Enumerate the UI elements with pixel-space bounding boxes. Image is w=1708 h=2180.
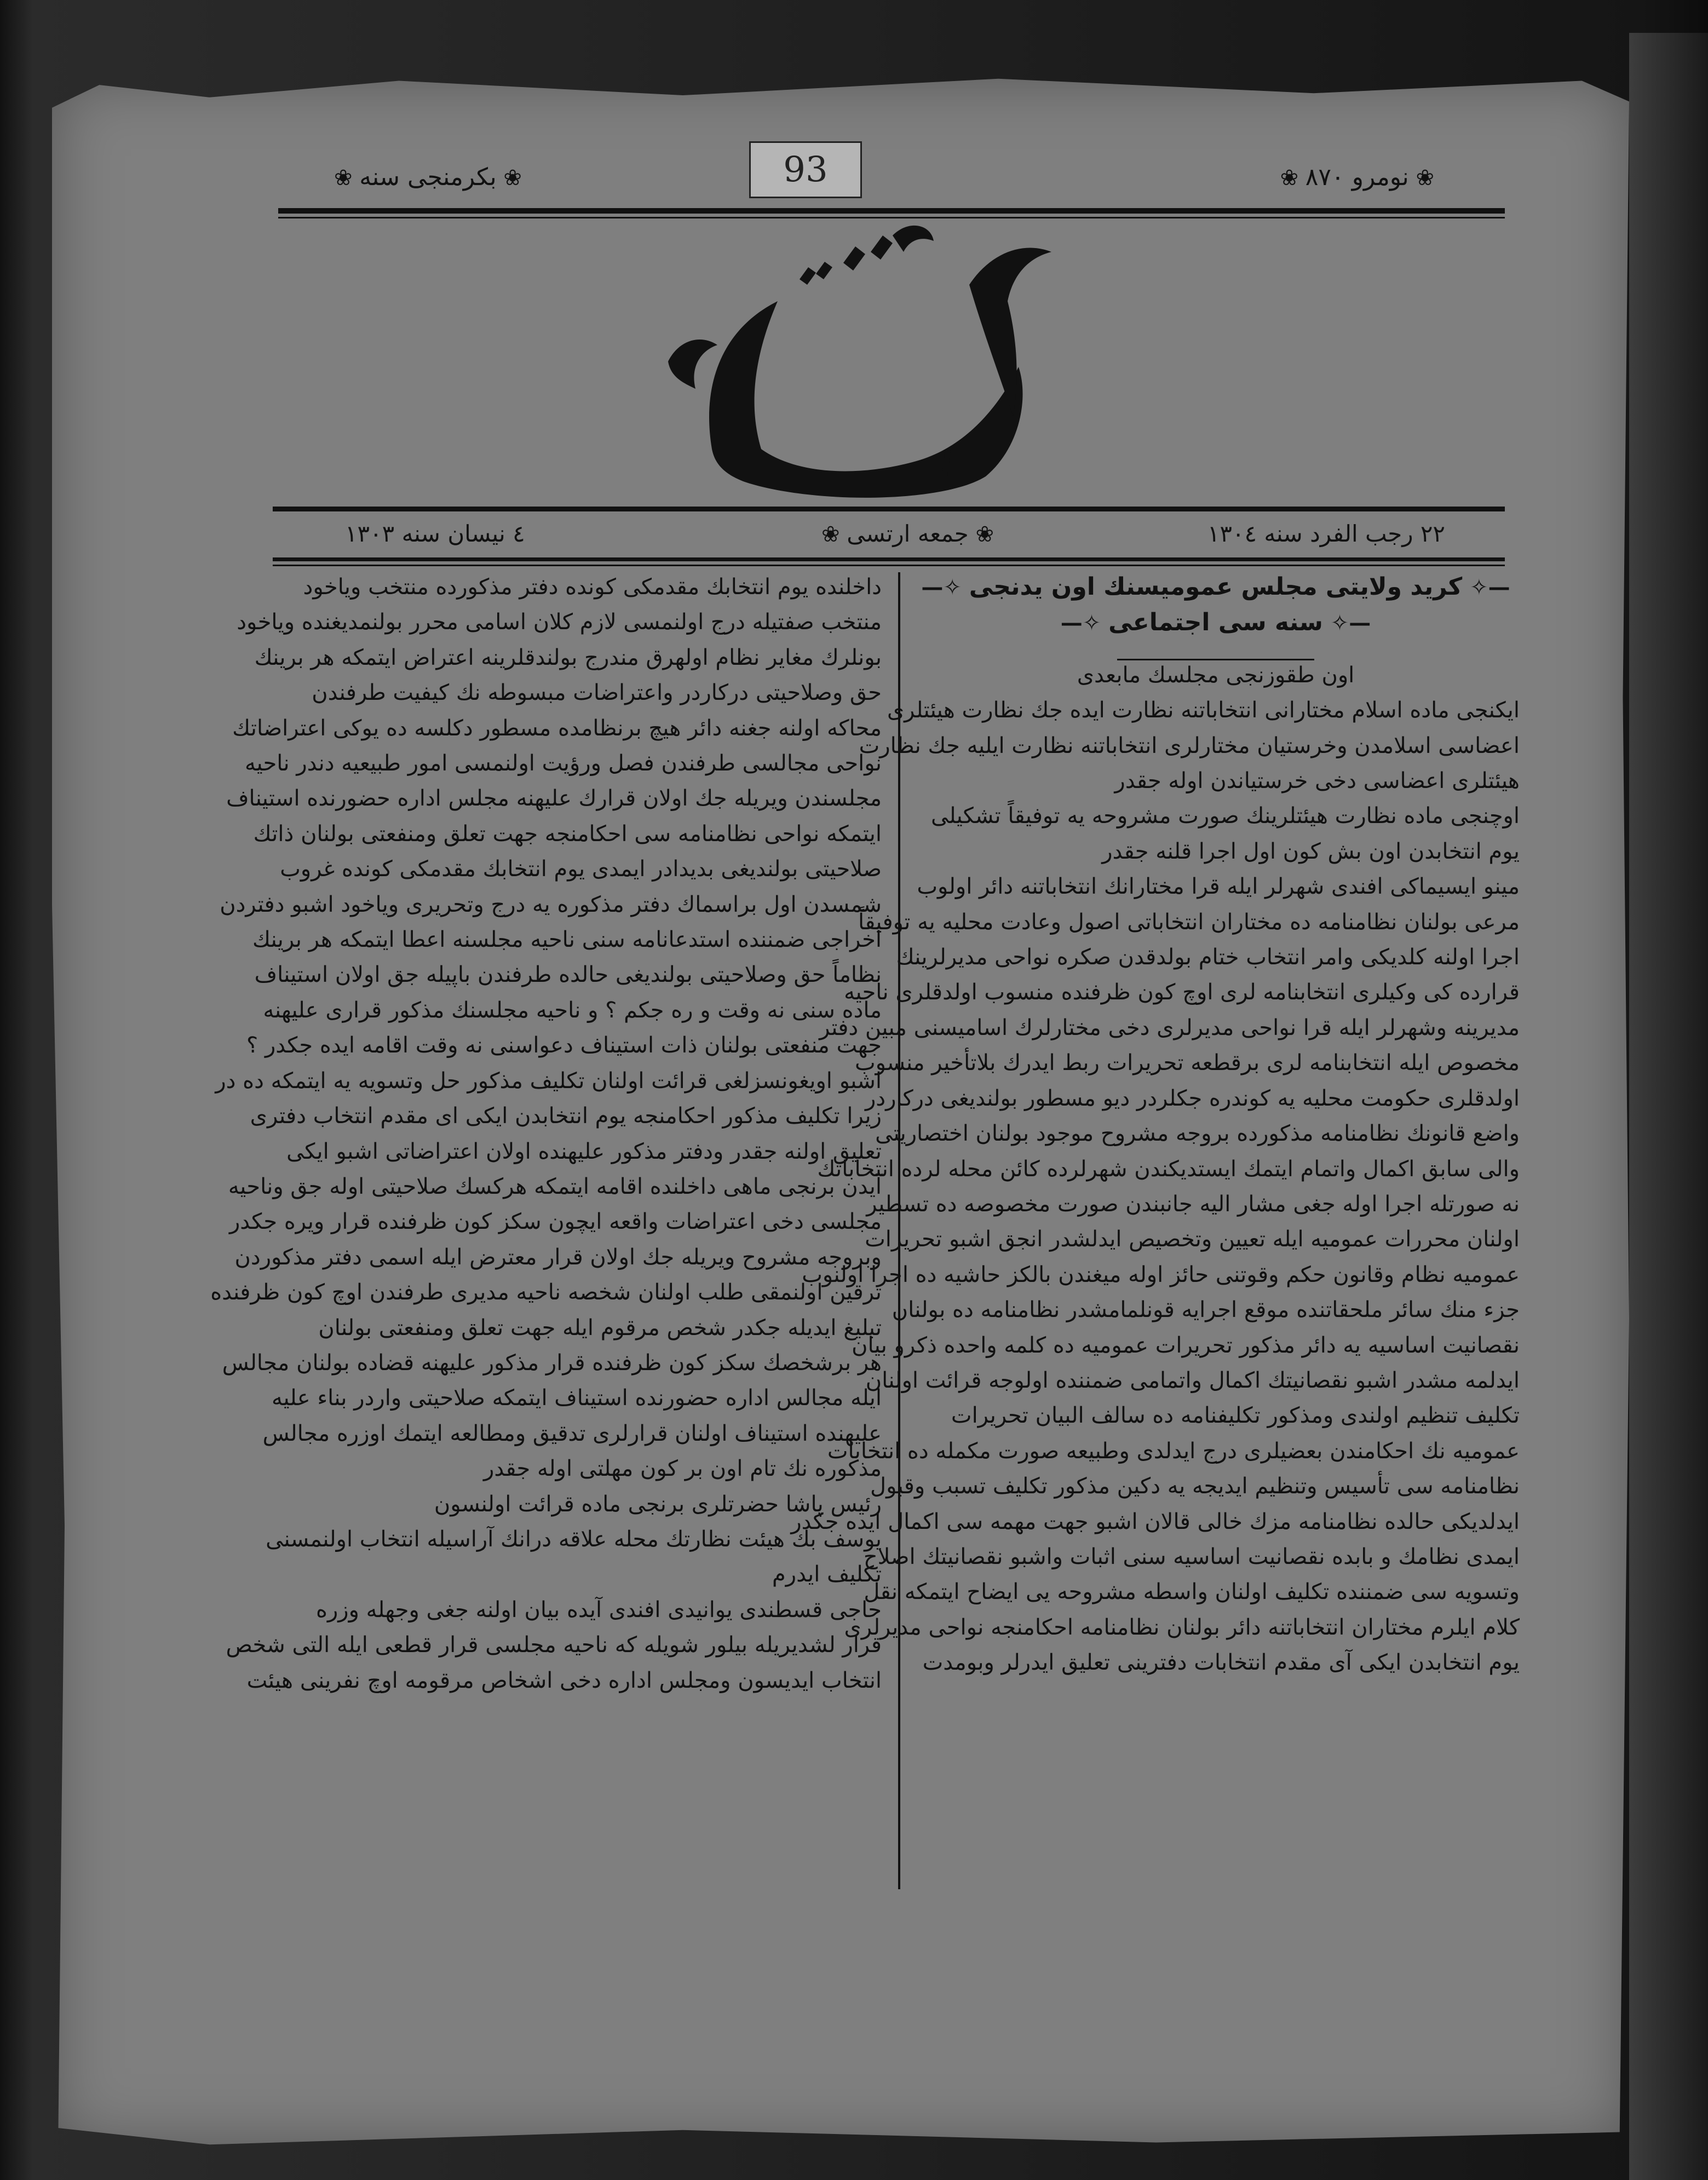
article-title-line-2: [912, 605, 1520, 641]
text-line: مرعی بولنان نظامنامه ده مختاران انتخاباتی اصول وعادت محلیه یه توفیقاً: [858, 909, 1520, 935]
text-line: حق وصلاحیتی درکاردر واعتراضات مبسوطه نك کیفیت طرفندن: [312, 680, 882, 706]
text-line: بونلرك مغایر نظام اولهرق مندرج بولندقلرینه اعتراض ایتمکه هر برینك: [254, 645, 882, 670]
text-line: وبروجه مشروح ویریله جك اولان قرار معترض ایله اسمی دفتر مذکوردن: [234, 1244, 882, 1270]
text-line: اوچنجی ماده نظارت هیئتلرینك صورت مشروحه یه توفیقاً تشکیلی: [931, 803, 1520, 829]
text-line: حاجی قسطندی یوانیدی افندی آیده بیان اولنه جغی وجهله وزره: [316, 1597, 882, 1623]
binding-strip: [1629, 33, 1708, 2180]
text-line: کلام ایلرم مختاران انتخاباتنه دائر بولنان نظامنامه احکامنجه نواحی مدیرلری: [844, 1614, 1520, 1640]
text-line: مجلسی دخی اعتراضات واقعه ایچون سکز کون ظرفنده قرار ویره جکدر: [229, 1209, 882, 1235]
ornament-icon: ✧—: [921, 575, 969, 600]
ornament-icon: —✧: [1322, 611, 1371, 636]
text-line: شمسدن اول براسماك دفتر مذکوره یه درج وتحریری ویاخود اشبو دفتردن: [220, 891, 882, 917]
masthead-title: [635, 219, 1106, 504]
text-line: آیدن برنجی ماهی داخلنده اقامه ایتمکه هرکسك صلاحیتی اوله جق وناحیه: [228, 1174, 882, 1199]
text-line: ایکنجی ماده اسلام مختارانی انتخاباتنه نظارت ایده جك نظارت هیئتلری: [887, 698, 1520, 723]
text-line: نظامنامه سی تأسیس وتنظیم ایدیجه یه دکین مذکور تکلیف تسبب وقبول: [870, 1474, 1520, 1499]
text-line: ایله مجالس اداره حضورنده استیناف ایتمکه صلاحیتی واردر بناء علیه: [272, 1385, 882, 1411]
text-line: صلاحیتی بولندیغی بدیدادر ایمدی یوم انتخابك مقدمکی کونده غروب: [280, 856, 882, 882]
text-line: تکلیف تنظیم اولندی ومذکور تکلیفنامه ده سالف البیان تحریرات: [951, 1403, 1520, 1429]
ornament-icon: ❀: [821, 522, 847, 547]
text-line: ماده سنی نه وقت و ره جکم ؟ و ناحیه مجلسنك مذکور قراری علیهنه: [263, 997, 882, 1023]
left-column: [210, 570, 882, 1698]
text-line: ایدلمه مشدر اشبو نقصانیتك اکمال واتمامی ضمننده اولوجه قرائت اولنان: [865, 1367, 1520, 1393]
text-line: اعضاسی اسلامدن وخرستیان مختارلری انتخاباتنه نظارت ایلیه جك نظارت: [859, 733, 1520, 758]
text-line: مینو ایسیماکی افندی شهرلر ایله قرا مختارانك انتخاباتنه دائر اولوب: [917, 874, 1520, 900]
text-line: رئیس پاشا حضرتلری برنجی ماده قرائت اولنسون: [434, 1491, 882, 1517]
ornament-icon: ❀: [334, 165, 360, 191]
article-title-text-2: سنه سی اجتماعی: [1108, 608, 1323, 637]
text-line: تکلیف ایدرم: [772, 1562, 882, 1587]
text-line: انتخاب ایدیسون ومجلس اداره دخی اشخاص مرقومه اوچ نفرینی هیئت: [246, 1667, 882, 1693]
text-line: اولنان محررات عمومیه ایله تعیین وتخصیص ایدلشدر انجق اشبو تحریرات: [865, 1227, 1520, 1252]
text-line: نظاماً حق وصلاحیتی بولندیغی حالده طرفندن باپیله جق اولان استیناف: [254, 962, 882, 988]
header-year-label: [334, 163, 522, 191]
masthead-calligraphy: [635, 219, 1106, 504]
text-line: علیهنده استیناف اولنان قرارلری تدقیق ومطالعه ایتمك اوزره مجالس: [262, 1420, 882, 1446]
dateline-right: ٢٢ رجب الفرد سنه ١٣٠٤: [1207, 520, 1445, 547]
text-line: ایمدی نظامك و بابده نقصانیت اساسیه سنی اثبات واشبو نقصانیتك اصلاح: [863, 1544, 1520, 1569]
article-title-line-1: [912, 570, 1520, 605]
article-title-rule: [912, 641, 1520, 658]
dateline-center: [821, 520, 994, 547]
dateline-rule-top: [273, 507, 1505, 511]
text-line: عمومیه نظام وقانون حکم وقوتنی حائز اوله میغندن بالکز حاشیه ده اجرا اولنوب: [802, 1262, 1520, 1287]
header-rule-top: [278, 208, 1505, 214]
text-line: مذکوره نك تام اون بر کون مهلتی اوله جقدر: [484, 1456, 882, 1482]
text-line: قرار لشدیریله بیلور شویله که ناحیه مجلسی قرار قطعی ایله التی شخص: [226, 1632, 882, 1658]
article-subtitle: اون طقوزنجی مجلسك مابعدی: [1077, 662, 1355, 688]
text-line: عمومیه نك احکامندن بعضیلری درج ایدلدی وطبیعه صورت مکمله ده انتخابات: [827, 1438, 1520, 1464]
text-line: اخراجی ضمننده استدعانامه سنی ناحیه مجلسنه اعطا ایتمکه هر برینك: [252, 927, 882, 953]
ornament-icon: ✧—: [1060, 611, 1109, 636]
header-rule-top-thin: [278, 217, 1505, 218]
text-line: مدیرینه وشهرلر ایله قرا نواحی مدیرلری دخی مختارلرك اسامیسنی مبین دفتر: [819, 1015, 1520, 1040]
ornament-icon: ❀: [968, 522, 994, 547]
ornament-icon: ❀: [1408, 165, 1434, 191]
text-line: زیرا تکلیف مذکور احکامنجه یوم انتخابدن ایکی ای مقدم انتخاب دفتری: [250, 1103, 882, 1129]
text-line: ترقین اولنمقی طلب اولنان شخصه ناحیه مدیری طرفندن اوچ کون ظرفنده: [210, 1280, 882, 1305]
text-line: هر برشخصك سکز کون ظرفنده قرار مذکور علیهنه قضاده بولنان مجالس: [222, 1350, 882, 1376]
dateline-weekday: جمعه ارتسی: [847, 520, 969, 547]
text-line: داخلنده یوم انتخابك مقدمکی کونده دفتر مذکورده منتخب ویاخود: [303, 574, 882, 600]
text-line: ایتمکه نواحی نظامنامه سی احکامنجه جهت تعلق ومنفعتی بولنان ذاتك: [253, 821, 882, 847]
text-line: جزء منك سائر ملحقاتنده موقع اجرایه قونلمامشدر نظامنامه ده بولنان: [892, 1297, 1520, 1323]
text-line: هیئتلری اعضاسی دخی خرستیاندن اوله جقدر: [1114, 768, 1520, 794]
page-number: 93: [749, 141, 862, 198]
text-line: مخصوص ایله انتخابنامه لری برقطعه تحریرات ربط ایدرك بلاتأخیر منسوب: [855, 1050, 1520, 1076]
ornament-icon: ❀: [1280, 165, 1306, 191]
text-line: اجرا اولنه کلدیکی وامر انتخاب ختام بولدقدن صکره نواحی مدیرلرینك: [896, 945, 1520, 970]
text-line: منتخب صفتیله درج اولنمسی لازم کلان اسامی محرر بولنمدیغنده ویاخود: [237, 609, 882, 635]
dateline-rule-bottom: [273, 557, 1505, 561]
text-line: والی سابق اکمال واتمام ایتمك ایستدیکندن شهرلرده کائن محله لرده انتخاباتك: [817, 1156, 1520, 1182]
ornament-icon: —✧: [1462, 575, 1510, 600]
ornament-icon: ❀: [496, 165, 522, 191]
text-line: یوم انتخابدن ایکی آی مقدم انتخابات دفترینی تعلیق ایدرلر وبومدت: [922, 1650, 1520, 1676]
article-title-text-1: کرید ولایتی مجلس عمومیسنك اون یدنجی: [969, 573, 1463, 601]
dateline-left: ٤ نیسان سنه ١٣٠٣: [345, 520, 525, 547]
text-line: تعلیق اولنه جقدر ودفتر مذکور علیهنده اولان اعتراضاتی اشبو ایکی: [286, 1138, 882, 1164]
text-line: جهت منفعتی بولنان ذات استیناف دعواسنی نه وقت اقامه ایده جکدر ؟: [246, 1033, 882, 1059]
text-line: تبلیغ ایدیله جکدر شخص مرقوم ایله جهت تعلق ومنفعتی بولنان: [318, 1315, 882, 1341]
text-line: ایدلدیکی حالده نظامنامه مزك خالی قالان اشبو جهت مهمه سی اکمال ایده جکدر: [791, 1509, 1520, 1534]
header-issue-text: نومرو ٨٧٠: [1305, 163, 1409, 191]
text-line: واضع قانونك نظامنامه مذکورده بروجه مشروح موجود بولنان اختصاریتی: [875, 1121, 1520, 1147]
text-line: قرارده کی وکیلری انتخابنامه لری اوچ کون ظرفنده منسوب اولدقلری ناحیه: [844, 980, 1520, 1005]
text-line: نه صورتله اجرا اوله جغی مشار الیه جانبندن صورت مخصوصه ده تسطیر: [866, 1191, 1520, 1217]
text-line: اشبو اویغونسزلغی قرائت اولنان تکلیف مذکور حل وتسویه یه ایتمکه ده در: [215, 1068, 882, 1094]
text-line: یوسف بك هیئت نظارتك محله علاقه درانك آراسیله انتخاب اولنمسنی: [266, 1526, 882, 1552]
text-line: وتسویه سی ضمننده تکلیف اولنان واسطه مشروحه یی ایضاح ایتمکه نقل: [864, 1579, 1520, 1605]
text-line: نواحی مجالسی طرفندن فصل ورؤیت اولنمسی امور طبیعیه دندر ناحیه: [245, 751, 882, 776]
text-line: محاکه اولنه جغنه دائر هیچ برنظامده مسطور دکلسه ده یوکی اعتراضاتك: [232, 715, 882, 741]
left-column-body: [210, 570, 882, 1698]
text-line: یوم انتخابدن اون بش کون اول اجرا قلنه جقدر: [1102, 838, 1520, 864]
header-year-text: بکرمنجی سنه: [359, 163, 497, 191]
text-line: نقصانیت اساسیه یه دائر مذکور تحریرات عمومیه ده کلمه واحده ذکرو بیان: [852, 1332, 1520, 1358]
text-line: مجلسندن ویریله جك اولان قرارك علیهنه مجلس اداره حضورنده استیناف: [226, 786, 882, 812]
dateline-rule-bottom-thin: [273, 565, 1505, 566]
header-issue-number: [1280, 163, 1434, 191]
text-line: اولدقلری حکومت محلیه یه کوندره جکلردر دیو مسطور بولندیغی درکاردر: [865, 1085, 1520, 1111]
